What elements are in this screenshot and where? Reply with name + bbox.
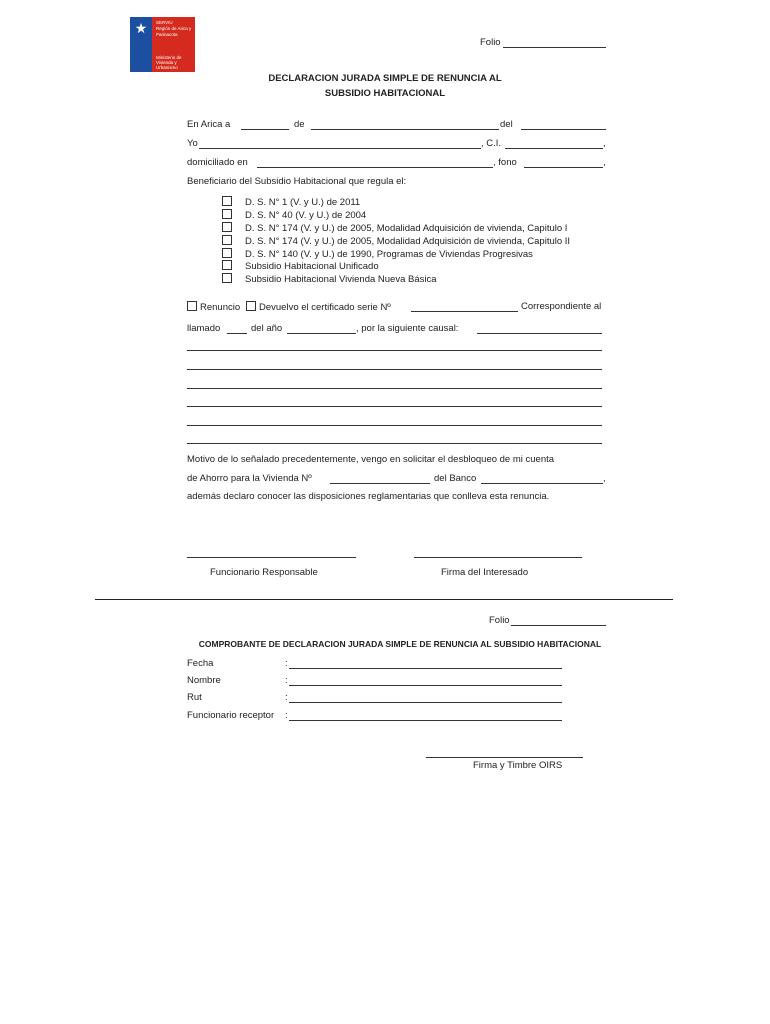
folio-field[interactable] [503,47,606,48]
comma: , [603,138,606,149]
checkbox[interactable] [222,273,232,283]
devuelvo-option[interactable] [246,301,391,313]
ci-label: , C.I. [481,138,502,149]
option-ds1-2011[interactable] [222,196,360,208]
signature-line-funcionario[interactable] [187,557,356,558]
checkbox[interactable] [222,222,232,232]
firma-interesado-label: Firma del Interesado [441,567,529,578]
causal-line[interactable] [187,406,602,407]
de-label: de [294,119,305,130]
doc-title-line-2: SUBSIDIO HABITACIONAL [324,88,446,99]
checkbox[interactable] [222,235,232,245]
signature-line-interesado[interactable] [414,557,582,558]
day-field[interactable] [241,129,289,130]
motivo-line-2a: de Ahorro para la Vivienda Nº [187,473,312,484]
phone-field[interactable] [524,167,603,168]
checkbox[interactable] [222,260,232,270]
funcionario-responsable-label: Funcionario Responsable [210,567,318,578]
option-nueva-basica[interactable] [222,273,437,285]
option-label: Subsidio Habitacional Vivienda Nueva Básica [245,274,437,285]
comma-2: , [603,157,606,168]
field-fecha-label: Fecha [187,658,214,669]
cut-separator [95,599,673,600]
ano-field[interactable] [287,333,356,334]
causal-line[interactable] [187,369,602,370]
logo-top-line-1: SERVIU [156,20,173,25]
name-field[interactable] [199,148,481,149]
doc-title-line-1: DECLARACION JURADA SIMPLE DE RENUNCIA AL [268,73,502,84]
ci-field[interactable] [505,148,603,149]
serie-field[interactable] [411,311,518,312]
logo-bottom-line-3: Urbanismo [156,65,178,70]
fono-label: , fono [493,157,517,168]
colon: : [285,692,288,703]
field-funcionario-label: Funcionario receptor [187,710,275,721]
rut-field[interactable] [289,702,562,703]
folio-label: Folio [480,37,501,48]
comma-3: , [603,473,606,484]
llamado-label: llamado [187,323,221,334]
motivo-line-2b: del Banco [434,473,477,484]
devuelvo-label: Devuelvo el certificado serie Nº [259,302,391,313]
logo-top-line-2: Región de Arica y [156,26,192,31]
option-ds174-cap1[interactable] [222,222,567,234]
renuncio-label: Renuncio [200,302,241,313]
en-arica-label: En Arica a [187,119,231,130]
causal-line[interactable] [187,388,602,389]
yo-label: Yo [187,138,198,149]
option-label: D. S. N° 174 (V. y U.) de 2005, Modalidad Adquisición de vivienda, Capitulo II [245,236,571,247]
logo-bottom-line-2: Vivienda y [156,60,177,65]
option-ds140-1990[interactable] [222,248,533,260]
del-label: del [500,119,513,130]
address-field[interactable] [257,167,493,168]
serviu-logo [130,17,195,72]
folio2-field[interactable] [511,625,606,626]
funcionario-field[interactable] [289,720,562,721]
firma-timbre-label: Firma y Timbre OIRS [473,760,563,771]
option-label: D. S. N° 1 (V. y U.) de 2011 [245,197,361,208]
logo-top-line-3: Parinacota [156,32,178,37]
fecha-field[interactable] [289,668,562,669]
oirs-signature-line[interactable] [426,757,583,758]
causal-line[interactable] [187,425,602,426]
field-rut-label: Rut [187,692,202,703]
month-field[interactable] [311,129,499,130]
checkbox[interactable] [222,248,232,258]
colon: : [285,658,288,669]
renuncio-checkbox[interactable] [187,301,197,311]
folio2-label: Folio [489,615,510,626]
llamado-field[interactable] [227,333,247,334]
checkbox[interactable] [222,196,232,206]
checkbox[interactable] [222,209,232,219]
colon: : [285,710,288,721]
logo-bottom-line-1: Ministerio de [156,55,182,60]
year-field[interactable] [521,129,606,130]
nombre-field[interactable] [289,685,562,686]
option-ds174-cap2[interactable] [222,235,570,247]
field-nombre-label: Nombre [187,675,221,686]
causal-line[interactable] [187,350,602,351]
beneficiario-text: Beneficiario del Subsidio Habitacional que regula el: [187,176,407,187]
option-label: D. S. N° 174 (V. y U.) de 2005, Modalidad Adquisición de vivienda, Capitulo I [245,223,568,234]
causal-field[interactable] [477,333,602,334]
causal-label: , por la siguiente causal: [356,323,459,334]
comprobante-title: COMPROBANTE DE DECLARACION JURADA SIMPLE DE RENUNCIA AL SUBSIDIO HABITACIONAL [198,639,602,649]
option-label: D. S. N° 40 (V. y U.) de 2004 [245,210,367,221]
option-unificado[interactable] [222,260,379,272]
devuelvo-checkbox[interactable] [246,301,256,311]
colon: : [285,675,288,686]
star-icon: ★ [134,20,148,36]
causal-line[interactable] [187,443,602,444]
del-ano-label: del año [251,323,283,334]
domiciliado-label: domiciliado en [187,157,248,168]
correspondiente-label: Correspondiente al [521,301,602,312]
renuncio-option[interactable] [187,301,240,313]
motivo-line-3: además declaro conocer las disposiciones reglamentarias que conlleva esta renuncia. [187,491,550,502]
cuenta-field[interactable] [330,483,430,484]
motivo-line-1: Motivo de lo señalado precedentemente, vengo en solicitar el desbloqueo de mi cuenta [187,454,555,465]
banco-field[interactable] [481,483,603,484]
option-label: Subsidio Habitacional Unificado [245,261,379,272]
logo-blue-band [130,17,152,72]
option-ds40-2004[interactable] [222,209,366,221]
option-label: D. S. N° 140 (V. y U.) de 1990, Programas de Viviendas Progresivas [245,249,533,260]
